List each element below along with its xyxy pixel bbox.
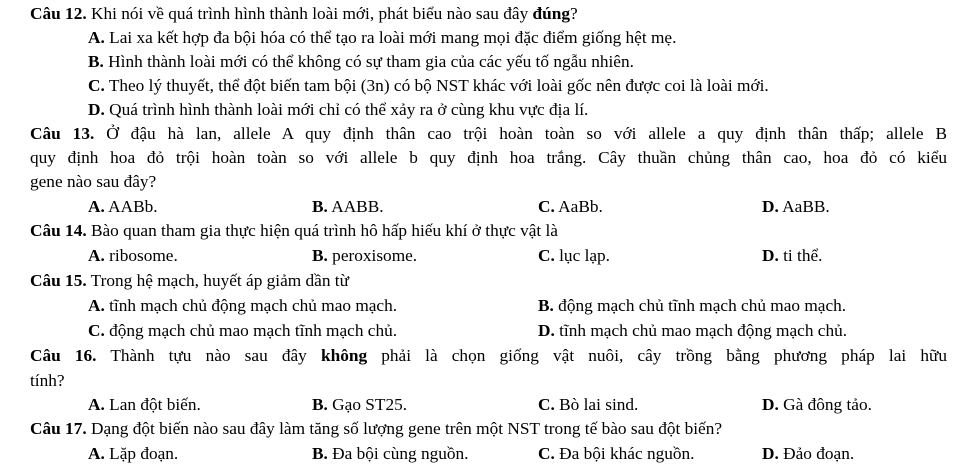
q14-option-c (538, 244, 610, 267)
q16-stem-text: Thành tựu nào sau đây (96, 346, 321, 365)
option-text: Bò lai sind. (554, 395, 639, 414)
option-label: A. (88, 246, 105, 265)
option-text: AABb. (104, 197, 158, 216)
q16-option-a (88, 393, 201, 416)
q14-option-d (762, 244, 823, 267)
q16-option-d (762, 393, 872, 416)
option-text: Lai xa kết hợp đa bội hóa có thể tạo ra loài mới mang mọi đặc điểm giống hệt mẹ. (104, 28, 677, 47)
q13-option-b (312, 195, 384, 218)
option-text: ti thể. (778, 246, 823, 265)
q12-option-c (88, 74, 769, 97)
q12-label: Câu 12. (30, 4, 87, 23)
q15-options-row1 (88, 294, 948, 317)
option-label: A. (88, 28, 105, 47)
option-label: B. (312, 197, 328, 216)
q16-option-c (538, 393, 638, 416)
q13-stem-text: Ở đậu hà lan, allele A quy định thân cao trội hoàn toàn so với allele a quy định thân thấp; allele B (94, 124, 947, 143)
option-label: A. (88, 197, 105, 216)
option-label: C. (538, 395, 555, 414)
q13-stem-line3: gene nào sau đây? (30, 172, 157, 191)
q14-option-a (88, 244, 178, 267)
q12-stem-text: Khi nói về quá trình hình thành loài mới, phát biểu nào sau đây (86, 4, 533, 23)
option-text: AABB. (327, 197, 384, 216)
q17-option-c (538, 442, 694, 465)
option-label: C. (88, 321, 105, 340)
q16-label: Câu 16. (30, 346, 97, 365)
option-text: AaBB. (778, 197, 830, 216)
q16-options (88, 393, 948, 416)
q13-option-d (762, 195, 830, 218)
q14-options (88, 244, 948, 267)
q16-stem-rest: phải là chọn giống vật nuôi, cây trồng bằng phương pháp lai hữu (367, 346, 947, 365)
q13-stem-line2: quy định hoa đỏ trội hoàn toàn so với allele b quy định hoa trắng. Cây thuần chủng thân cao, hoa đỏ có kiểu (30, 148, 947, 167)
q12-option-b (88, 50, 634, 73)
option-label: D. (538, 321, 555, 340)
q14-option-b (312, 244, 417, 267)
q16-stem-line1 (30, 344, 947, 367)
option-text: Hình thành loài mới có thể không có sự tham gia của các yếu tố ngẫu nhiên. (103, 52, 634, 71)
option-text: tĩnh mạch chủ động mạch chủ mao mạch. (104, 296, 398, 315)
q12-stem (30, 2, 947, 25)
q15-option-c (88, 319, 397, 342)
option-text: Đảo đoạn. (778, 444, 855, 463)
q17-stem-text: Dạng đột biến nào sau đây làm tăng số lượng gene trên một NST trong tế bào sau đột biến? (86, 419, 723, 438)
q13-option-c (538, 195, 603, 218)
option-label: C. (538, 444, 555, 463)
option-text: Lan đột biến. (104, 395, 201, 414)
q17-option-d (762, 442, 854, 465)
q13-options (88, 195, 948, 218)
option-text: Quá trình hình thành loài mới chỉ có thể xảy ra ở cùng khu vực địa lí. (104, 100, 589, 119)
option-text: lục lạp. (554, 246, 610, 265)
q17-label: Câu 17. (30, 419, 87, 438)
option-text: AaBb. (554, 197, 603, 216)
option-label: B. (538, 296, 554, 315)
option-label: D. (762, 395, 779, 414)
q12-stem-end: ? (570, 4, 578, 23)
q15-option-b (538, 294, 846, 317)
q15-option-a (88, 294, 397, 317)
option-label: A. (88, 444, 105, 463)
q12-option-d (88, 98, 588, 121)
q16-stem-line2: tính? (30, 371, 65, 390)
option-label: C. (88, 76, 105, 95)
option-text: Theo lý thuyết, thể đột biến tam bội (3n) có bộ NST khác với loài gốc nên được coi là loài mới. (104, 76, 769, 95)
option-text: Gà đông tảo. (778, 395, 872, 414)
q13-option-a (88, 195, 158, 218)
q12-option-a (88, 26, 676, 49)
option-text: động mạch chủ tĩnh mạch chủ mao mạch. (553, 296, 847, 315)
q16-option-b (312, 393, 407, 416)
q17-option-a (88, 442, 178, 465)
q17-options (88, 442, 948, 465)
option-label: B. (88, 52, 104, 71)
q15-label: Câu 15. (30, 271, 87, 290)
option-label: D. (88, 100, 105, 119)
option-text: ribosome. (104, 246, 178, 265)
q13-stem-line1 (30, 122, 947, 145)
option-label: B. (312, 246, 328, 265)
q14-stem (30, 219, 947, 242)
option-text: Đa bội cùng nguồn. (327, 444, 469, 463)
option-label: A. (88, 395, 105, 414)
option-label: B. (312, 395, 328, 414)
q15-stem-text: Trong hệ mạch, huyết áp giảm dần từ (86, 271, 349, 290)
option-label: D. (762, 197, 779, 216)
option-label: A. (88, 296, 105, 315)
q14-stem-text: Bào quan tham gia thực hiện quá trình hô hấp hiếu khí ở thực vật là (86, 221, 558, 240)
q17-stem (30, 417, 947, 440)
option-label: B. (312, 444, 328, 463)
q12-stem-bold: đúng (532, 4, 571, 23)
option-text: Đa bội khác nguồn. (554, 444, 695, 463)
q15-stem (30, 269, 947, 292)
option-text: tĩnh mạch chủ mao mạch động mạch chủ. (554, 321, 848, 340)
q17-option-b (312, 442, 469, 465)
option-label: C. (538, 246, 555, 265)
option-text: peroxisome. (327, 246, 418, 265)
q15-options-row2 (88, 319, 948, 342)
option-text: Lặp đoạn. (104, 444, 179, 463)
q16-stem-bold: không (320, 346, 368, 365)
option-text: động mạch chủ mao mạch tĩnh mạch chủ. (104, 321, 398, 340)
option-label: D. (762, 246, 779, 265)
option-label: C. (538, 197, 555, 216)
q14-label: Câu 14. (30, 221, 87, 240)
option-text: Gạo ST25. (327, 395, 408, 414)
option-label: D. (762, 444, 779, 463)
q15-option-d (538, 319, 847, 342)
q13-label: Câu 13. (30, 124, 95, 143)
